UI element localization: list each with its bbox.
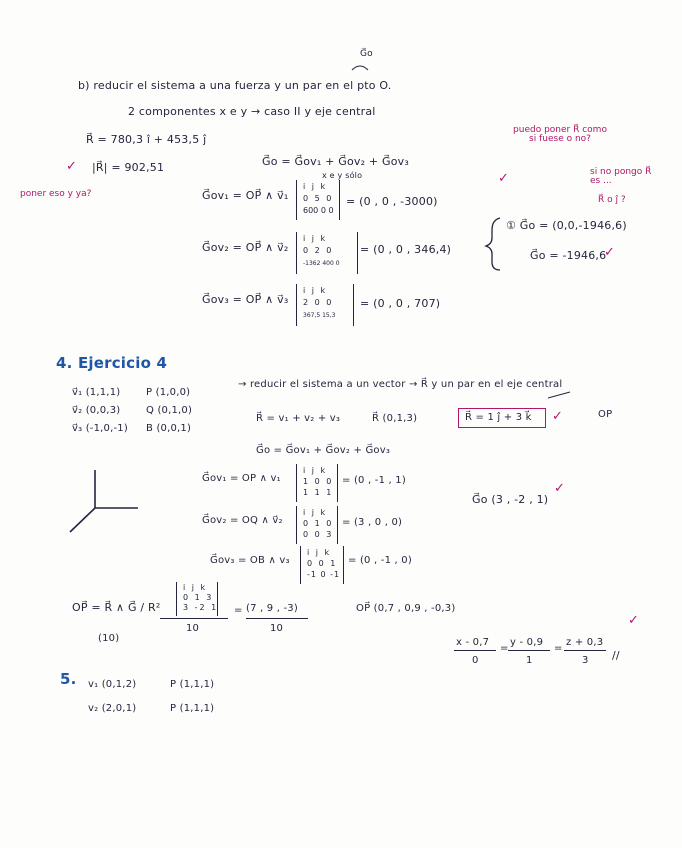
b-gov3-result: = (0 , 0 , 707) [360,297,441,310]
b-gov3-lhs: G⃗ov₃ = OP⃗ ∧ v⃗₃ [202,293,289,306]
ex4-R-boxed: R⃗ = 1 ĵ + 3 k⃗ [458,408,546,428]
ex4-op-den1: 10 [186,623,200,634]
check-mark: ✓ [498,171,509,186]
ex4-op-determinant: i j k 0 1 3 3 -2 1 [176,582,218,616]
ex4-op-frac-den: 10 [270,623,284,634]
note-left: poner eso y ya? [20,189,92,199]
b-gov2-lhs: G⃗ov₂ = OP⃗ ∧ v⃗₂ [202,241,289,254]
ex4-line-num2: y - 0,9 [510,637,544,648]
ex5-v1: v₁ (0,1,2) [88,679,137,690]
ex4-gov2-lhs: G⃗ov₂ = OQ ∧ v⃗₂ [202,515,283,526]
b-heading: b) reducir el sistema a una fuerza y un par en el pto O. [78,79,392,92]
check-mark: ✓ [552,409,563,424]
b-gov1-determinant: i j k 0 5 0 600 0 0 [296,180,340,220]
ex4-line-bar3 [564,650,606,651]
b-R-modulus: |R⃗| = 902,51 [92,161,165,174]
ex4-line-bar1 [454,650,496,651]
ex4-arrow-text: → reducir el sistema a un vector → R⃗ y un par en el eje central [238,379,563,390]
ex4-p1: P (1,0,0) [146,387,191,398]
b-gov3-determinant: i j k 2 0 0 367,5 15,3 [296,284,354,326]
b-xy-note: x e y sólo [322,171,363,180]
ex4-go-result: G⃗o (3 , -2 , 1) [472,493,549,506]
b-result2: G⃗o = -1946,6 [530,249,607,262]
b-go-sum: G⃗o = G⃗ov₁ + G⃗ov₂ + G⃗ov₃ [262,155,410,168]
check-mark: ✓ [554,481,565,496]
go-label: G⃗o [360,49,373,59]
ex4-line-bar2 [508,650,550,651]
ex4-gov1-determinant: i j k 1 0 0 1 1 1 [296,464,338,502]
ex4-R2: (10) [98,633,120,644]
ex5-v2: v₂ (2,0,1) [88,703,137,714]
ex4-op-frac-bar [160,618,228,619]
ex4-title: 4. Ejercicio 4 [56,354,168,372]
check-mark: ✓ [604,245,615,260]
ex4-line-num3: z + 0,3 [566,637,604,648]
b-gov2-determinant: i j k 0 2 0 -1362 400 0 [296,232,358,274]
b-R-vector: R⃗ = 780,3 î + 453,5 ĵ [86,133,207,146]
check-mark: ✓ [628,613,639,628]
ex4-end-mark: // [612,649,620,662]
b-result1: ① G⃗o = (0,0,-1946,6) [506,219,627,232]
ex4-R-sum: R⃗ = v₁ + v₂ + v₃ [256,413,341,424]
ex4-line-den2: 1 [526,655,533,666]
ex4-gov3-result: = (0 , -1 , 0) [348,555,412,566]
ex4-gov1-lhs: G⃗ov₁ = OP ∧ v₁ [202,473,281,484]
ex5-title: 5. [60,670,77,688]
ex4-line-den3: 3 [582,655,589,666]
ex4-op-result: OP⃗ (0,7 , 0,9 , -0,3) [356,603,456,614]
note-right-query: R⃗ o ĵ ? [598,195,626,205]
ex4-line-den1: 0 [472,655,479,666]
b-gov2-result: = (0 , 0 , 346,4) [360,243,452,256]
ex4-R-point: R⃗ (0,1,3) [372,413,418,424]
ex4-v1: v⃗₁ (1,1,1) [72,387,121,398]
b-gov1-result: = (0 , 0 , -3000) [346,195,438,208]
b-line2: 2 componentes x e y → caso II y eje central [128,105,376,118]
ex4-line-eq1: = [500,643,509,654]
ex4-v3: v⃗₃ (-1,0,-1) [72,423,128,434]
ex4-b1: B (0,0,1) [146,423,192,434]
ex4-op-label: OP [598,409,613,420]
ex4-gov3-lhs: G⃗ov₃ = OB ∧ v₃ [210,555,290,566]
ex4-gov2-determinant: i j k 0 1 0 0 0 3 [296,506,338,544]
ex4-op-formula: OP⃗ = R⃗ ∧ G⃗ / R² [72,601,161,614]
ex4-op-frac-bar2 [246,618,308,619]
ex4-gov3-determinant: i j k 0 0 1 -1 0 -1 [300,546,344,584]
ex4-gov2-result: = (3 , 0 , 0) [342,517,403,528]
ex4-gov1-result: = (0 , -1 , 1) [342,475,406,486]
note-right-answer: si no pongo R⃗ es ... [590,167,652,187]
ex4-q1: Q (0,1,0) [146,405,193,416]
ex5-p1: P (1,1,1) [170,679,215,690]
note-right-question: puedo poner R⃗ como si fuese o no? [513,125,607,145]
ex5-p2: P (1,1,1) [170,703,215,714]
ex4-op-frac-num: (7 , 9 , -3) [246,603,298,614]
ex4-go-sum: G⃗o = G⃗ov₁ + G⃗ov₂ + G⃗ov₃ [256,445,391,456]
ex4-line-num1: x - 0,7 [456,637,490,648]
ex4-line-eq2: = [554,643,563,654]
check-mark: ✓ [66,159,77,174]
ex4-v2: v⃗₂ (0,0,3) [72,405,121,416]
b-gov1-lhs: G⃗ov₁ = OP⃗ ∧ v⃗₁ [202,189,289,202]
ex4-op-equals: = [234,605,243,616]
